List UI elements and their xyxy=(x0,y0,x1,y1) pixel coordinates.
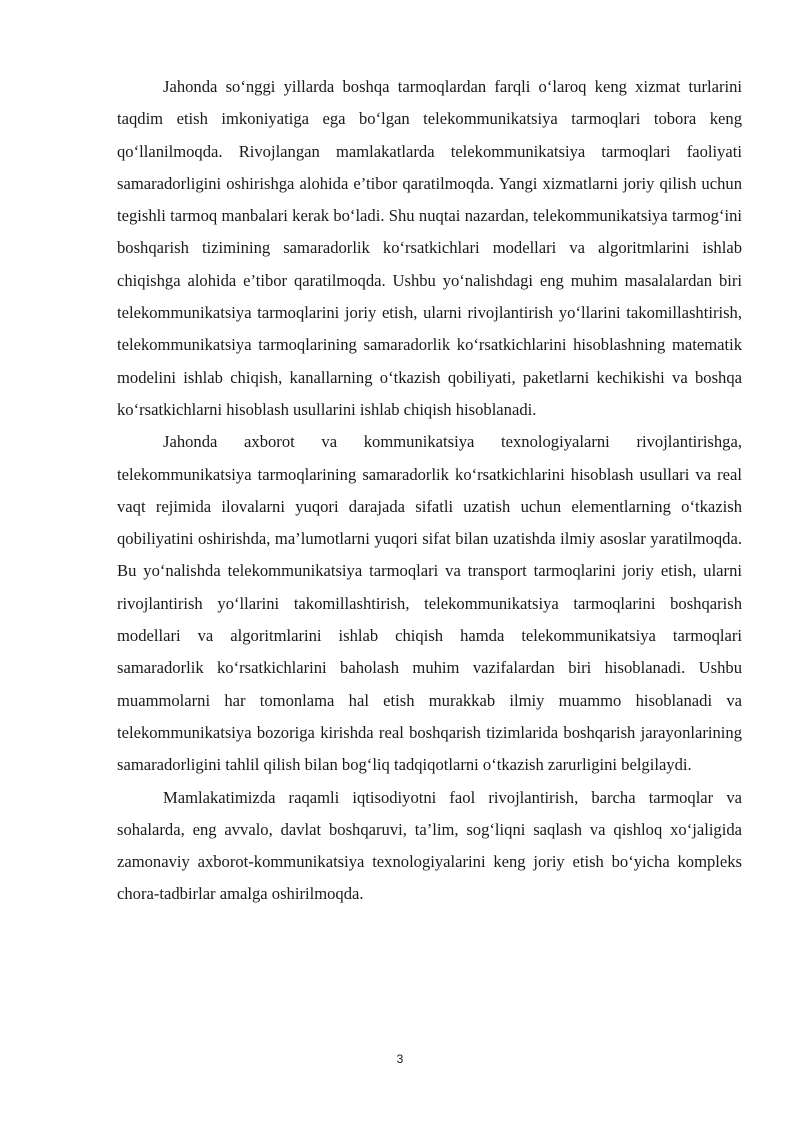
page-number: 3 xyxy=(396,1052,404,1066)
paragraph: Jahonda so‘nggi yillarda boshqa tarmoqlardan farqli o‘laroq keng xizmat turlarini taqdim etish imkoniyatiga ega bo‘lgan telekommunikatsiya tarmoqlari tobora keng qo‘llanilmoqda. Rivojlangan mamlakatlarda telekommunikatsiya tarmoqlari faoliyati samaradorligini oshirishga alohida e’tibor qaratilmoqda. Yangi xizmatlarni joriy qilish uchun tegishli tarmoq manbalari kerak bo‘ladi. Shu nuqtai nazardan, telekommunikatsiya tarmog‘ini boshqarish tizimining samaradorlik ko‘rsatkichlari modellari va algoritmlarini ishlab chiqishga alohida e’tibor qaratilmoqda. Ushbu yo‘nalishdagi eng muhim masalalardan biri telekommunikatsiya tarmoqlarini joriy etish, ularni rivojlantirish yo‘llarini takomillashtirish, telekommunikatsiya tarmoqlarining samaradorlik ko‘rsatkichlarini hisoblashning matematik modelini ishlab chiqish, kanallarning o‘tkazish qobiliyati, paketlarni kechikishi va boshqa ko‘rsatkichlarni hisoblash usullarini ishlab chiqish hisoblanadi. xyxy=(117,77,742,419)
paragraph: Mamlakatimizda raqamli iqtisodiyotni faol rivojlantirish, barcha tarmoqlar va sohalarda, eng avvalo, davlat boshqaruvi, ta’lim, sog‘liqni saqlash va qishloq xo‘jaligida zamonaviy axborot-kommunikatsiya texnologiyalarini keng joriy etish bo‘yicha kompleks chora-tadbirlar amalga oshirilmoqda. xyxy=(117,787,742,904)
paragraph: Jahonda axborot va kommunikatsiya texnologiyalarni rivojlantirishga, telekommunikatsiya tarmoqlarining samaradorlik ko‘rsatkichlarini hisoblash usullari va real vaqt rejimida ilovalarni yuqori darajada sifatli uzatish uchun elementlarning o‘tkazish qobiliyatini oshirishda, ma’lumotlarni yuqori sifat bilan uzatishda ilmiy asoslar yaratilmoqda. Bu yo‘nalishda telekommunikatsiya tarmoqlari va transport tarmoqlarini joriy etish, ularni rivojlantirish yo‘llarini takomillashtirish, telekommunikatsiya tarmoqlarini boshqarish modellari va algoritmlarini ishlab chiqish hamda telekommunikatsiya tarmoqlari samaradorlik ko‘rsatkichlarini baholash muhim vazifalardan biri hisoblanadi. Ushbu muammolarni har tomonlama hal etish murakkab ilmiy muammo hisoblanadi va telekommunikatsiya bozoriga kirishda real boshqarish tizimlarida boshqarish jarayonlarining samaradorligini tahlil qilish bilan bog‘liq tadqiqotlarni o‘tkazish zarurligini belgilaydi. xyxy=(117,432,742,775)
body-text xyxy=(117,71,742,911)
